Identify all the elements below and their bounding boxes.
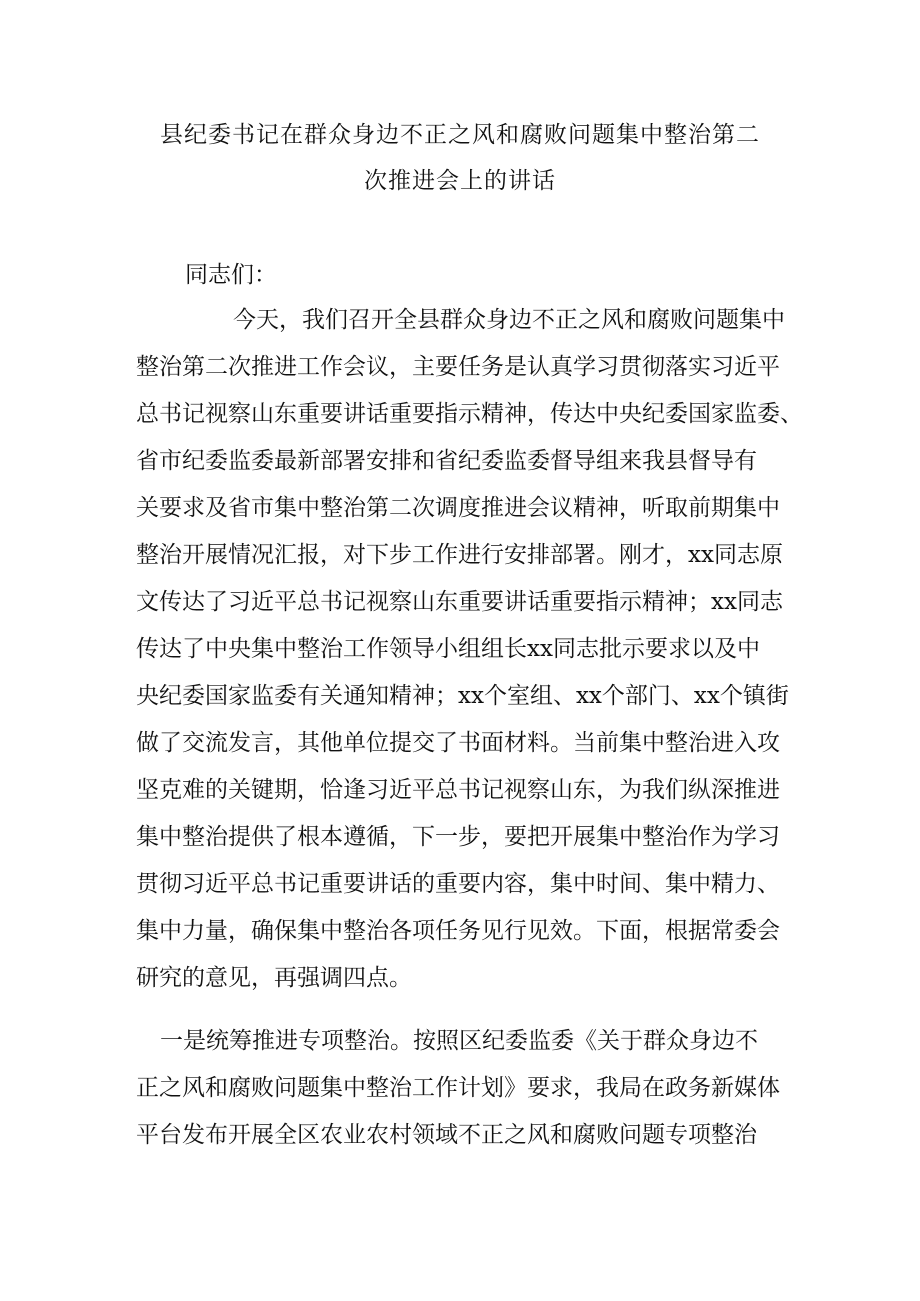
document-title-line-1: 县纪委书记在群众身边不正之风和腐败问题集中整治第二	[160, 122, 760, 148]
paragraph-line: 贯彻习近平总书记重要讲话的重要内容，集中时间、集中精力、	[136, 871, 780, 897]
paragraph-line: 整治第二次推进工作会议，主要任务是认真学习贯彻落实习近平	[136, 354, 780, 380]
paragraph-line: 正之风和腐败问题集中整治工作计划》要求，我局在政务新媒体	[136, 1075, 780, 1101]
paragraph-line: 省市纪委监委最新部署安排和省纪委监委督导组来我县督导有	[136, 448, 757, 474]
paragraph-line: 研究的意见，再强调四点。	[136, 965, 412, 991]
paragraph-line: 整治开展情况汇报，对下步工作进行安排部署。刚才，xx同志原	[136, 542, 783, 568]
paragraph-line: 集中力量，确保集中整治各项任务见行见效。下面，根据常委会	[136, 918, 780, 944]
document-title-line-2: 次推进会上的讲话	[364, 168, 556, 194]
salutation: 同志们：	[185, 262, 277, 288]
paragraph-line: 传达了中央集中整治工作领导小组组长xx同志批示要求以及中	[136, 636, 760, 662]
paragraph-line: 平台发布开展全区农业农村领域不正之风和腐败问题专项整治	[136, 1122, 757, 1148]
paragraph-line: 总书记视察山东重要讲话重要指示精神，传达中央纪委国家监委、	[136, 401, 803, 427]
paragraph-line: 一是统筹推进专项整治。按照区纪委监委《关于群众身边不	[160, 1028, 758, 1054]
paragraph-line: 坚克难的关键期，恰逢习近平总书记视察山东，为我们纵深推进	[136, 777, 780, 803]
paragraph-line: 央纪委国家监委有关通知精神；xx个室组、xx个部门、xx个镇街	[136, 683, 789, 709]
paragraph-line: 做了交流发言，其他单位提交了书面材料。当前集中整治进入攻	[136, 730, 780, 756]
paragraph-line: 关要求及省市集中整治第二次调度推进会议精神，听取前期集中	[136, 495, 780, 521]
paragraph-line: 集中整治提供了根本遵循，下一步，要把开展集中整治作为学习	[136, 824, 780, 850]
paragraph-line: 文传达了习近平总书记视察山东重要讲话重要指示精神；xx同志	[136, 589, 783, 615]
paragraph-line: 今天，我们召开全县群众身边不正之风和腐败问题集中	[233, 307, 785, 333]
